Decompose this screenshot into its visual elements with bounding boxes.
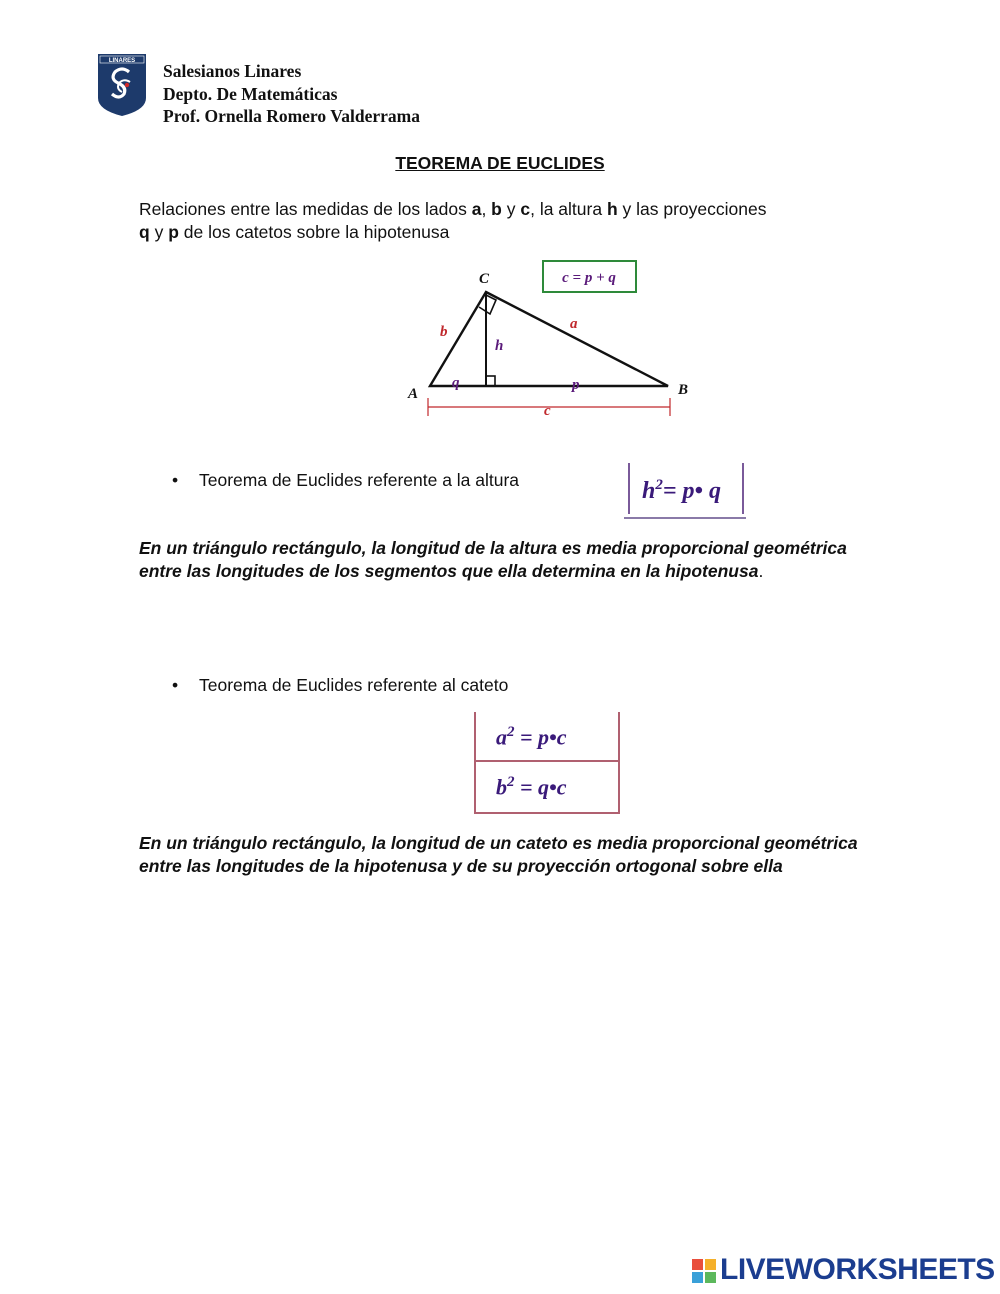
intro-side-c: c [520,199,531,219]
triangle-diagram [398,256,708,424]
intro-side-b: b [491,199,502,219]
formula-a-rest: = p•c [514,724,567,750]
right-angle-foot [486,376,495,386]
bullet-altura [172,469,520,491]
statement-altura-end: . [758,561,764,581]
formula-a-exp: 2 [507,724,515,740]
brand-name: LIVEWORKSHEETS [720,1253,995,1286]
formula-h: h [642,478,656,504]
intro-text-6: y [149,222,169,242]
intro-side-a: a [471,199,482,219]
formula-h-exp: 2 [655,477,663,493]
header-block [163,60,420,128]
side-b-label: b [440,324,448,340]
statement-altura [139,537,869,583]
vertex-b-label: B [678,382,689,398]
intro-proj-q: q [139,222,150,242]
formula-b-rest: = q•c [514,774,567,800]
intro-text-4: , la altura [530,199,607,219]
statement-cateto: En un triángulo rectángulo, la longitud de un cateto es media proporcional geométrica entre las longitudes de la hipotenusa y de su proyección ortogonal sobre ella [139,833,858,876]
intro-paragraph [139,198,879,244]
vertex-c-label: C [479,271,490,287]
intro-text-7: de los catetos sobre la hipotenusa [178,222,450,242]
intro-proj-p: p [168,222,179,242]
vertex-a-label: A [408,386,419,402]
school-logo [96,52,148,118]
formula-b-exp: 2 [507,774,515,790]
intro-text-2: , [481,199,492,219]
formula-a: a [496,724,507,750]
teacher-name: Prof. Ornella Romero Valderrama [163,106,420,126]
diagram-formula: c = p + q [562,270,616,286]
school-name: Salesianos Linares [163,61,302,81]
intro-text-5: y las proyecciones [617,199,767,219]
bullet-cateto-label: Teorema de Euclides referente al cateto [199,675,509,695]
bullet-altura-label: Teorema de Euclides referente a la altura [199,470,520,490]
triangle-outline [430,292,668,386]
side-a-label: a [570,316,578,332]
statement-altura-text: En un triángulo rectángulo, la longitud de la altura es media proporcional geométrica entre las longitudes de los segmentos que ella determina en la hipotenusa [139,538,847,581]
intro-text-1: Relaciones entre las medidas de los lados [139,199,472,219]
formula-cateto [474,712,620,814]
proj-p-label: p [572,377,580,393]
intro-height-h: h [606,199,618,219]
department-name: Depto. De Matemáticas [163,83,338,104]
intro-text-3: y [501,199,521,219]
bullet-dot: • [172,470,179,490]
side-c-label: c [544,403,551,419]
formula-b: b [496,774,507,800]
bullet-cateto [172,674,509,696]
page-title: TEOREMA DE EUCLIDES [395,153,605,173]
height-label: h [495,338,504,354]
formula-h-rest: = p• q [662,478,721,504]
proj-q-label: q [452,375,460,391]
formula-altura [624,463,746,521]
logo-text: LINARES [108,58,136,64]
bullet-dot: • [172,675,179,695]
liveworksheets-logo-icon [692,1259,716,1283]
